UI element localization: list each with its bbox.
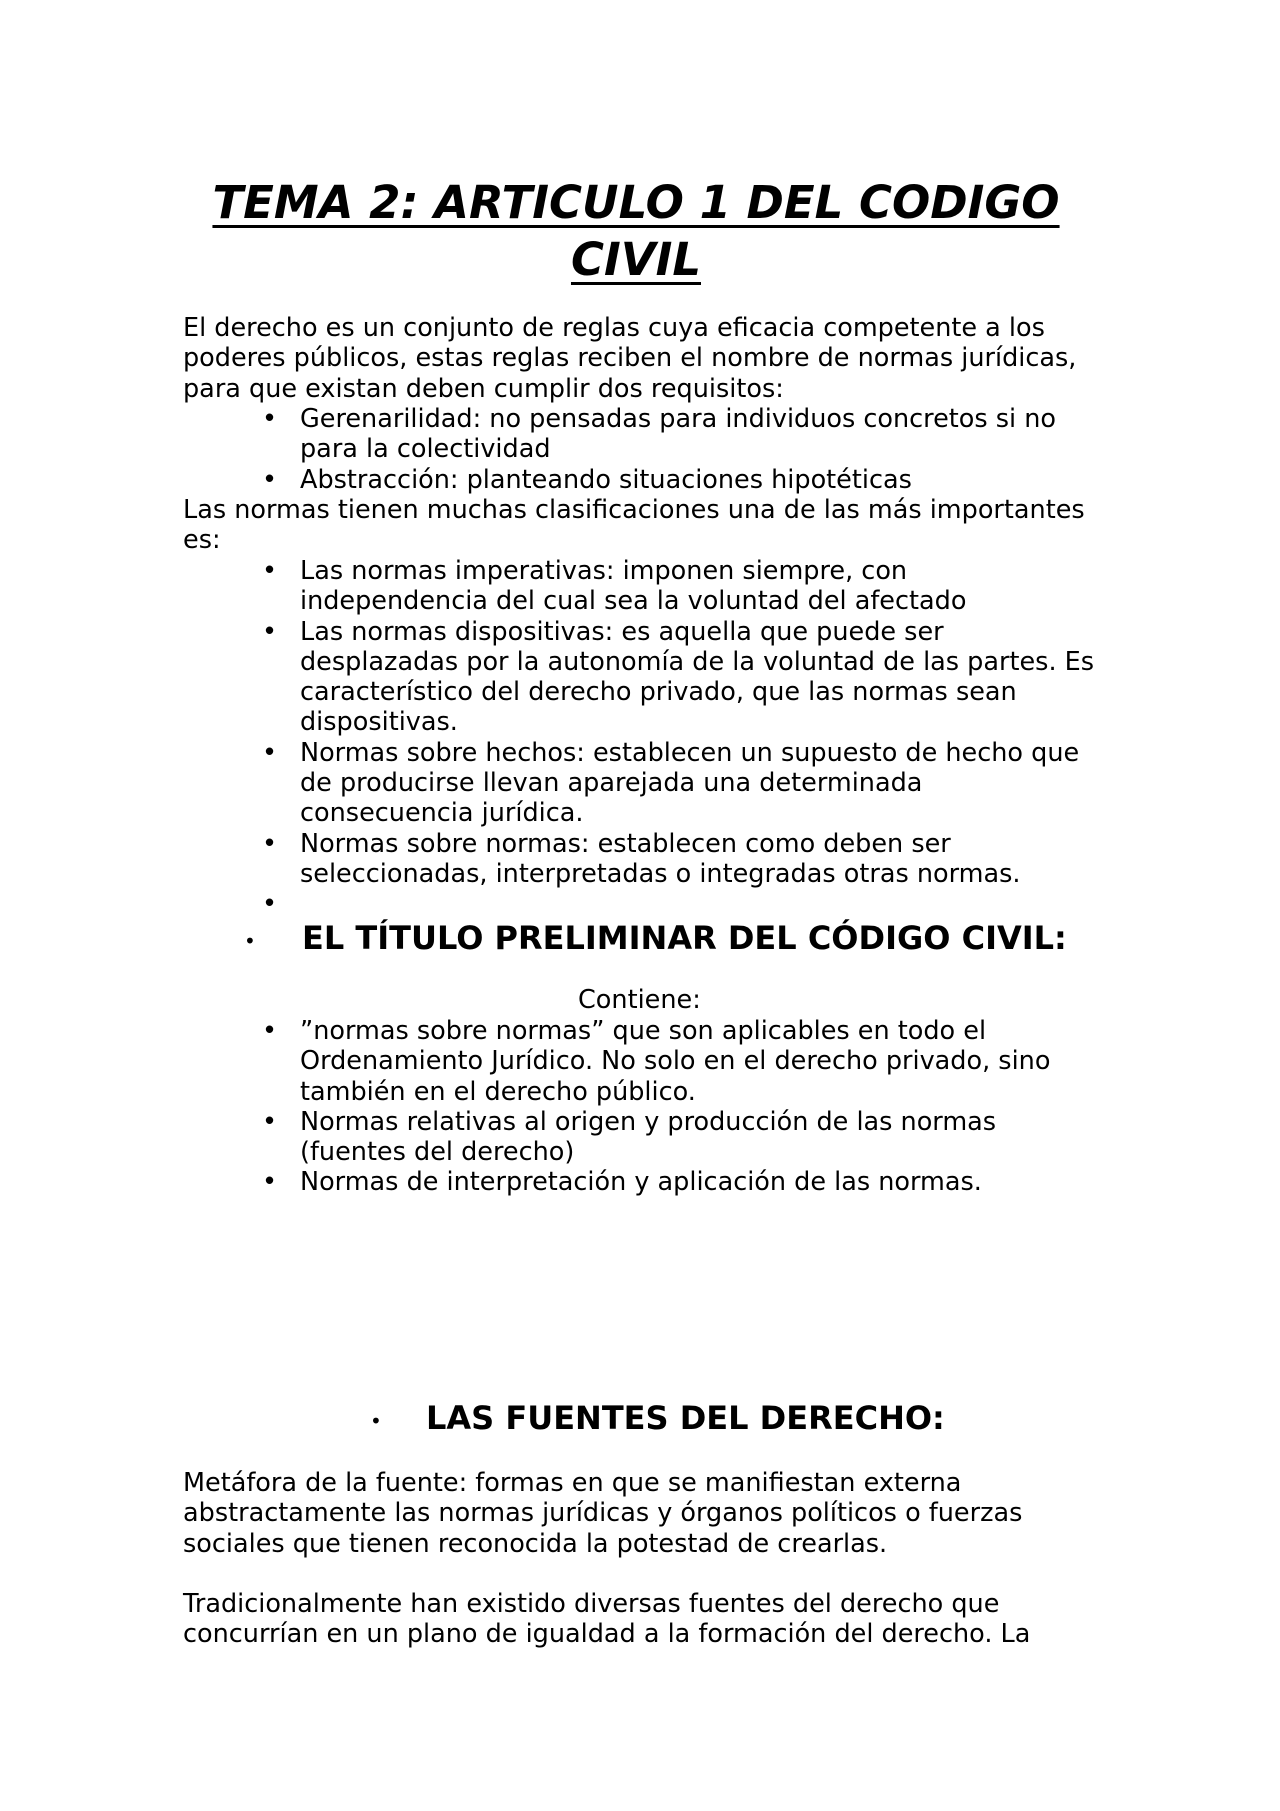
contiene-label: Contiene: xyxy=(578,985,701,1015)
document-title-line-2: CIVIL xyxy=(570,233,701,286)
bullet-icon: • xyxy=(262,1016,278,1046)
titulo-preliminar-list xyxy=(0,1016,1280,1198)
bullet-icon: • xyxy=(262,556,278,586)
list-item-text: Normas sobre normas: establecen como deben ser seleccionadas, interpretadas o integradas otras normas. xyxy=(300,828,1021,889)
bullet-icon: • xyxy=(262,404,278,434)
list-item-empty xyxy=(0,889,1100,919)
bullet-icon: • xyxy=(244,929,256,953)
list-item-text: Normas relativas al origen y producción de las normas (fuentes del derecho) xyxy=(300,1106,997,1168)
section-heading-text: LAS FUENTES DEL DERECHO: xyxy=(426,1399,945,1437)
list-item xyxy=(0,1107,1100,1168)
bullet-icon: • xyxy=(262,464,278,495)
list-item-text: Abstracción: planteando situaciones hipotéticas xyxy=(300,464,912,495)
list-item xyxy=(0,465,1100,495)
list-item xyxy=(0,556,1100,617)
list-item-text: ”normas sobre normas” que son aplicables en todo el Ordenamiento Jurídico. No solo en el derecho privado, sino también en el derecho público. xyxy=(300,1016,1051,1107)
list-item xyxy=(0,1016,1100,1107)
bullet-icon: • xyxy=(262,616,278,647)
list-item xyxy=(0,1167,1100,1197)
list-item xyxy=(0,738,1100,829)
list-item-text: Normas sobre hechos: establecen un supuesto de hecho que de producirse llevan aparejada una determinada consecuencia jurídica. xyxy=(300,737,1080,829)
bullet-icon: • xyxy=(262,737,278,768)
bullet-icon: • xyxy=(262,1106,278,1137)
intro-paragraph: El derecho es un conjunto de reglas cuya eficacia competente a los poderes públicos, estas reglas reciben el nombre de normas jurídicas, para que existan deben cumplir dos requisitos: xyxy=(183,313,1077,404)
document-title-line-1: TEMA 2: ARTICULO 1 DEL CODIGO xyxy=(212,176,1060,229)
list-item-text: Las normas dispositivas: es aquella que puede ser desplazadas por la autonomía de la voluntad de las partes. Es característico del derecho privado, que las normas sean dispositivas. xyxy=(300,616,1095,738)
bullet-icon: • xyxy=(262,889,278,920)
bullet-icon: • xyxy=(370,1409,382,1433)
section-heading-text: EL TÍTULO PRELIMINAR DEL CÓDIGO CIVIL: xyxy=(302,919,1067,957)
bullet-icon: • xyxy=(262,1167,278,1198)
fuentes-paragraph-1: Metáfora de la fuente: formas en que se manifiestan externa abstractamente las normas jurídicas y órganos políticos o fuerzas sociales que tienen reconocida la potestad de crearlas. xyxy=(183,1468,1023,1559)
list-item xyxy=(0,829,1100,890)
list-item-text: Las normas imperativas: imponen siempre, con independencia del cual sea la voluntad del afectado xyxy=(300,556,967,617)
fuentes-paragraph-2: Tradicionalmente han existido diversas fuentes del derecho que concurrían en un plano de igualdad a la formación del derecho. La xyxy=(183,1589,1031,1650)
list-item xyxy=(0,404,1100,465)
clasificaciones-list xyxy=(0,556,1280,919)
list-item-text: Gerenarilidad: no pensadas para individuos concretos si no para la colectividad xyxy=(300,404,1057,465)
requisitos-list xyxy=(0,404,1280,495)
bullet-icon: • xyxy=(262,828,278,859)
list-item xyxy=(0,617,1100,738)
list-item-text: Normas de interpretación y aplicación de las normas. xyxy=(300,1167,982,1198)
clasificaciones-intro: Las normas tienen muchas clasificaciones una de las más importantes es: xyxy=(183,495,1085,556)
